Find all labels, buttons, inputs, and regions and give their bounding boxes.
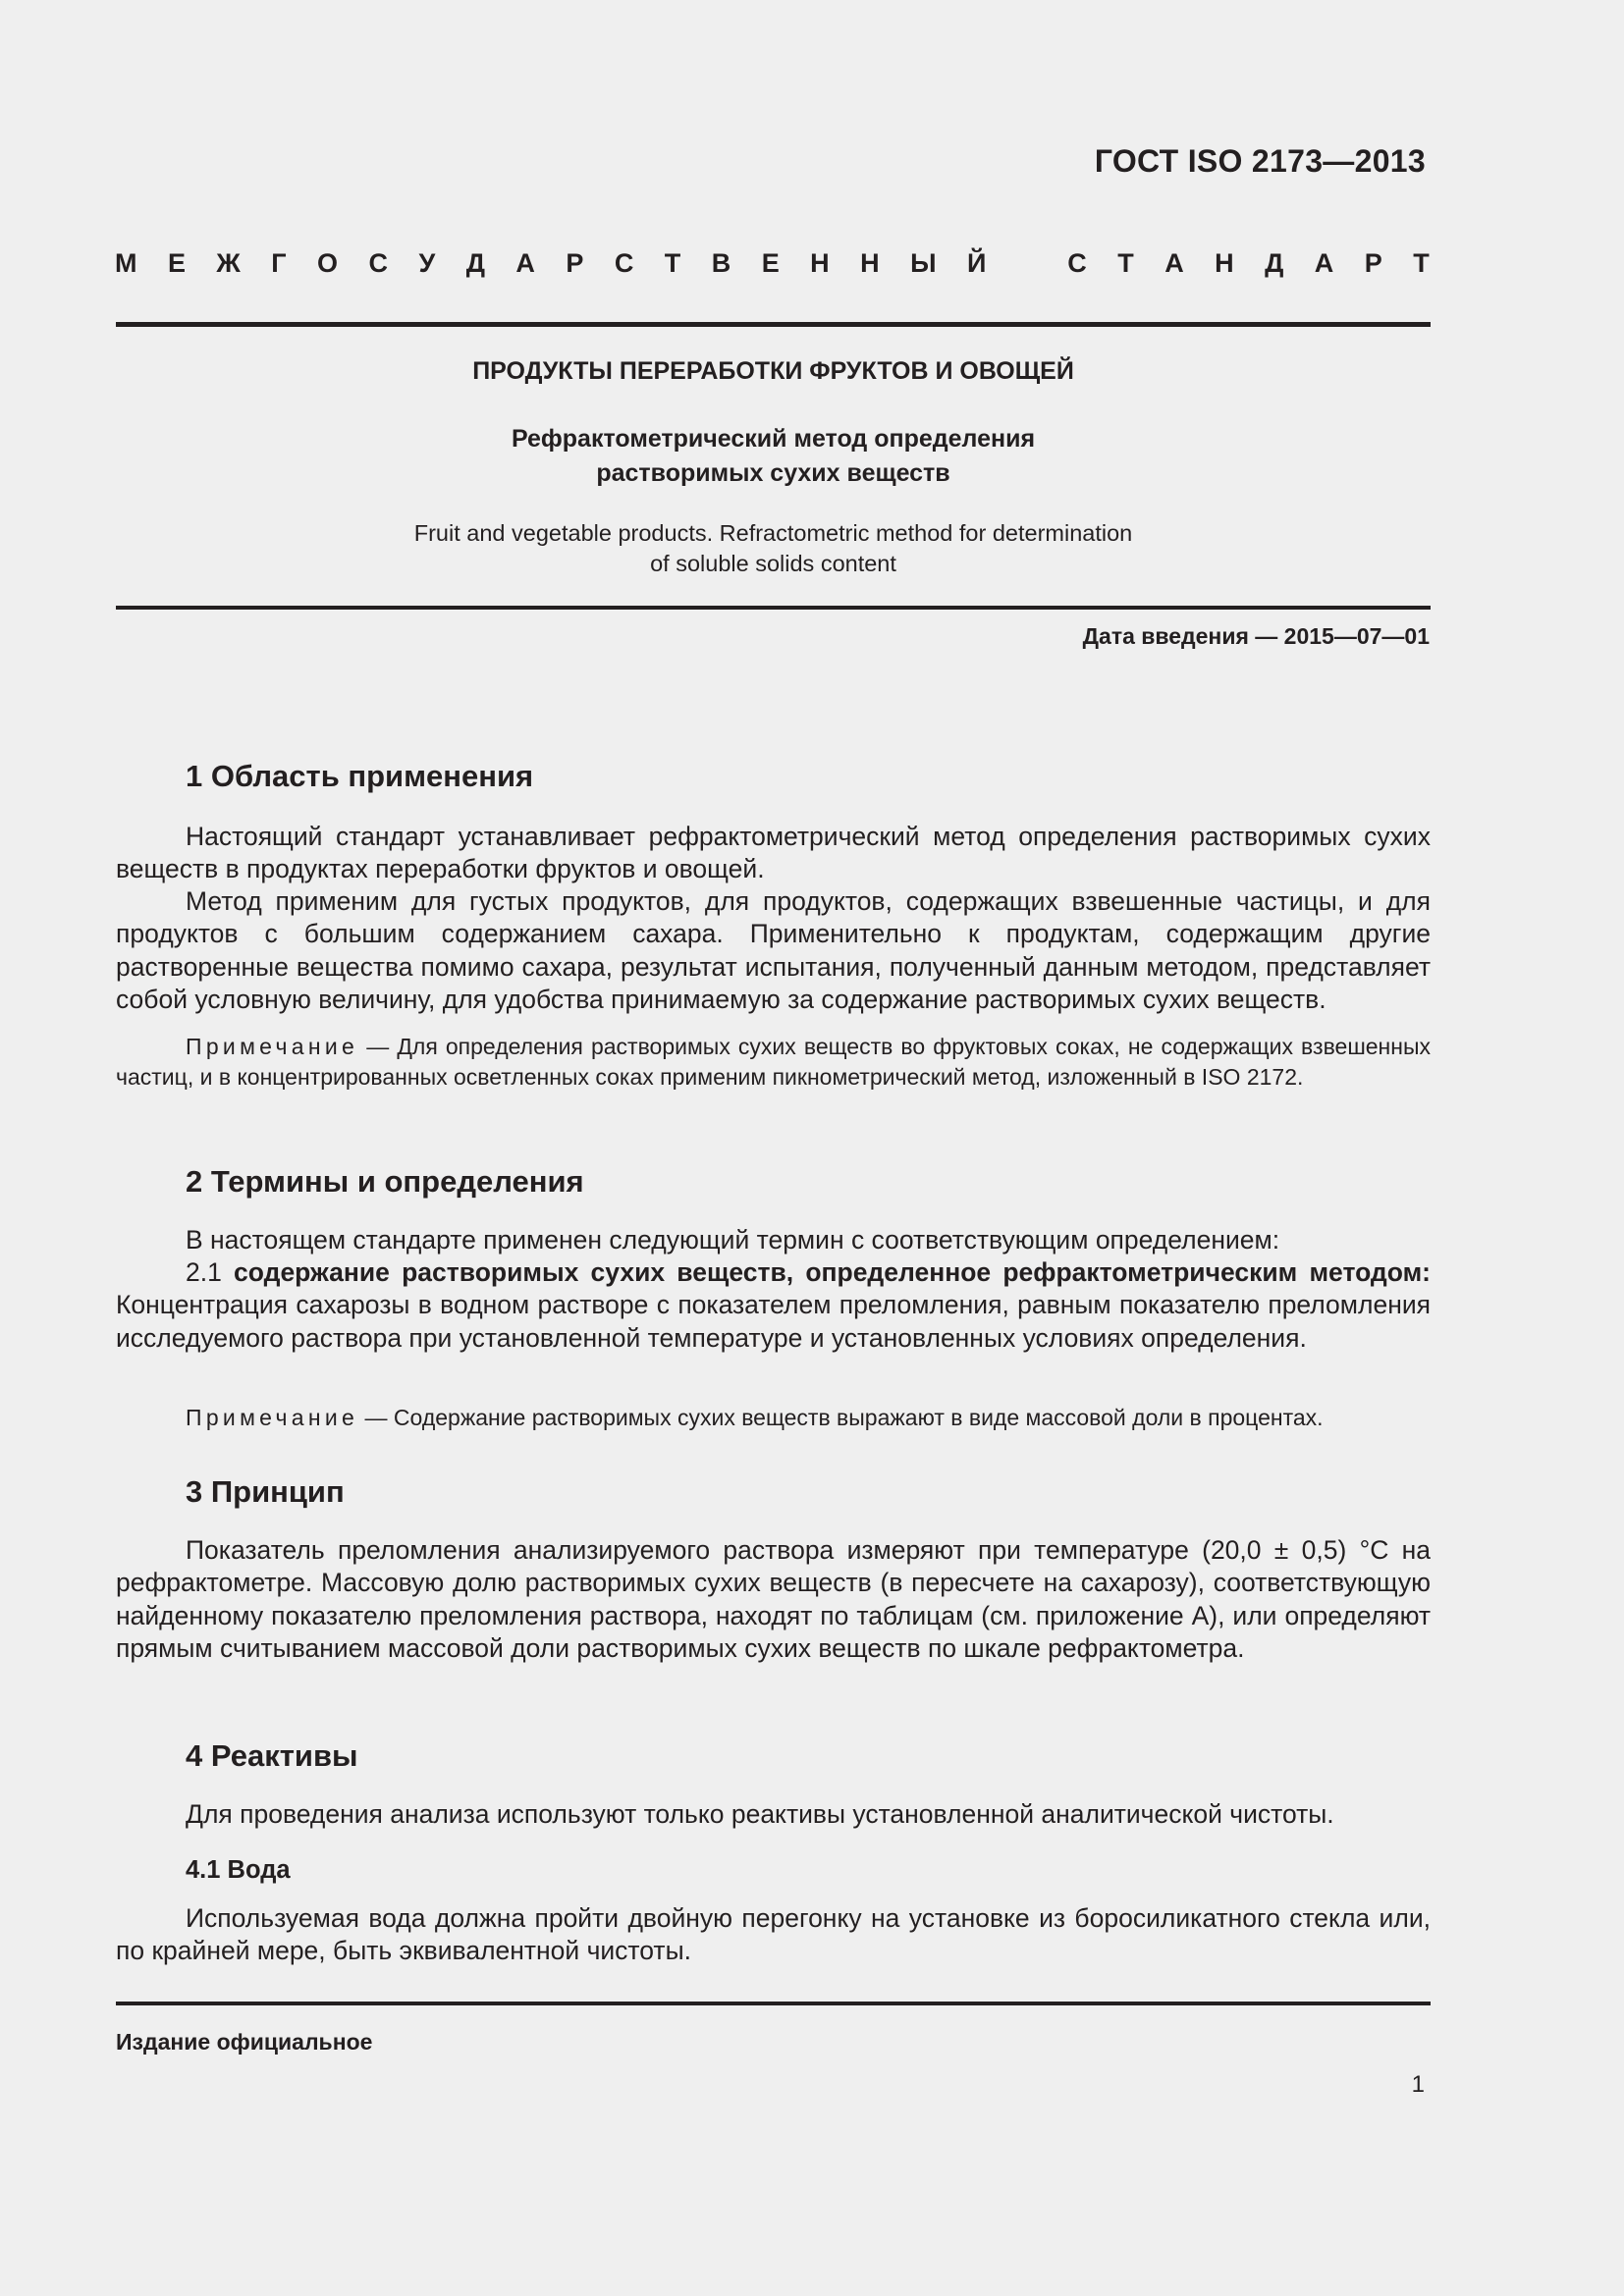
intro-date: Дата введения — 2015—07—01 [1082,623,1430,649]
category-letter: С [1067,248,1087,278]
term-number: 2.1 [186,1257,235,1287]
english-title-line: of soluble solids content [650,551,896,576]
category-letter: Т [1117,248,1134,278]
category-letter: А [1164,248,1184,278]
paragraph: В настоящем стандарте применен следующий термин с соответствующим определением: [186,1225,1280,1255]
note-label: Примечание [186,1405,359,1430]
paragraph: Показатель преломления анализируемого раствора измеряют при температуре (20,0 ± 0,5) °С на рефрактометре. Массовую долю растворимых сухих веществ (в пересчете на сахарозу), соответствующую найденному показателю преломления раствора, находят по таблицам (см. приложение А), или определяют прямым считыванием массовой доли растворимых сухих веществ по шкале рефрактометра. [116,1535,1431,1663]
category-letter: А [1314,248,1334,278]
section-heading: 1 Область применения [186,759,534,793]
section-heading: 4 Реактивы [186,1738,358,1773]
category-letter: В [711,248,731,278]
category-letter: Е [167,248,186,278]
english-title-line: Fruit and vegetable products. Refractometric method for determination [413,520,1133,546]
category-letter: У [418,248,436,278]
category-letter: С [368,248,389,278]
header-rule [116,322,1431,327]
term-definition [116,1256,1431,1355]
paragraph: Для проведения анализа используют только реактивы установленной аналитической чистоты. [186,1799,1334,1829]
category-letter: Н [1215,248,1234,278]
note [116,1032,1431,1092]
section-heading: 2 Термины и определения [186,1164,584,1199]
word-gap [1017,248,1037,279]
term: содержание растворимых сухих веществ, определенное рефрактометрическим методом: [234,1257,1431,1287]
edition-label: Издание официальное [116,2029,373,2055]
paragraph: Используемая вода должна пройти двойную перегонку на установке из боросиликатного стекла или, по крайней мере, быть эквивалентной чистоты. [116,1903,1431,1966]
category-letter: Ж [216,248,241,278]
category-letter: А [515,248,535,278]
subtitle-line: Рефрактометрический метод определения [511,425,1036,453]
category-letter: Е [761,248,780,278]
paragraph: Метод применим для густых продуктов, для продуктов, содержащих взвешенные частицы, и для продуктов с большим содержанием сахара. Применительно к продуктам, содержащим другие растворенные вещества помимо сахара, результат испытания, полученный данным методом, представляет собой условную величину, для удобства принимаемую за содержание растворимых сухих веществ. [116,886,1431,1014]
category-letter: Р [1364,248,1382,278]
footer-rule [116,2002,1431,2005]
category-letter: О [317,248,339,278]
note-text: — Содержание растворимых сухих веществ выражают в виде массовой доли в процентах. [358,1405,1324,1430]
title-rule [116,606,1431,610]
document-title: ПРОДУКТЫ ПЕРЕРАБОТКИ ФРУКТОВ И ОВОЩЕЙ [472,357,1074,385]
definition: Концентрация сахарозы в водном растворе с показателем преломления, равным показателю преломления исследуемого раствора при установленной температуре и установленных условиях определения. [116,1290,1431,1353]
category-letter: Н [860,248,880,278]
note [116,1403,1431,1433]
subsection-heading: 4.1 Вода [186,1856,291,1884]
category-letter: Н [810,248,830,278]
category-letter: Г [271,248,287,278]
standard-category [115,248,1430,279]
category-letter: М [115,248,137,278]
note-label: Примечание [186,1034,359,1059]
standard-number: ГОСТ ISO 2173—2013 [1094,143,1426,179]
section-heading: 3 Принцип [186,1474,345,1509]
subtitle-line: растворимых сухих веществ [596,459,950,487]
category-letter: Ы [910,248,937,278]
page-number: 1 [1411,2071,1425,2098]
paragraph: Настоящий стандарт устанавливает рефрактометрический метод определения растворимых сухих веществ в продуктах переработки фруктов и овощей. [116,822,1431,884]
category-letter: Д [465,248,485,278]
category-letter: Т [664,248,681,278]
category-letter: Р [566,248,584,278]
category-letter: С [614,248,634,278]
document-subtitle [116,422,1431,491]
category-letter: Т [1413,248,1430,278]
category-letter: Й [966,248,987,278]
english-title [116,518,1431,579]
category-letter: Д [1265,248,1284,278]
note-text: — Для определения растворимых сухих веществ во фруктовых соках, не содержащих взвешенных частиц, и в концентрированных осветленных соках применим пикнометрический метод, изложенный в ISO 2172. [116,1034,1431,1090]
